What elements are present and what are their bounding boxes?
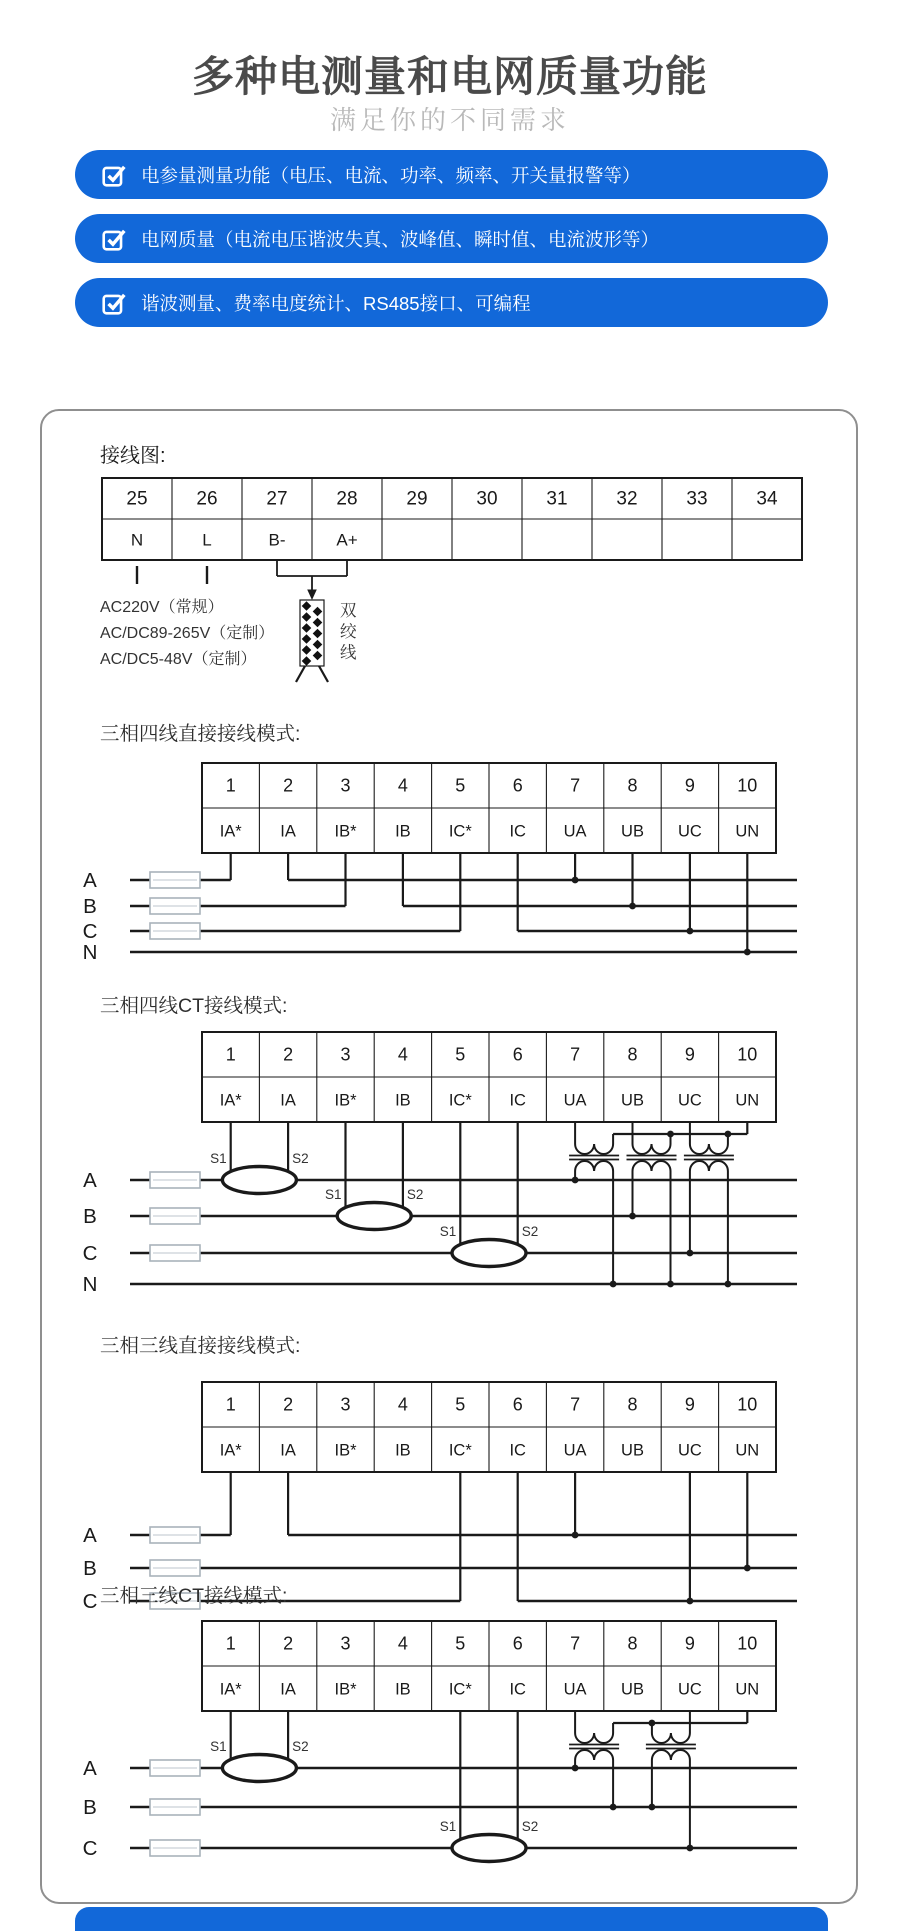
terminal-number: 3 (340, 1044, 351, 1065)
terminal-number: 28 (336, 488, 358, 510)
terminal-label: UA (563, 1441, 587, 1460)
ct-coil (452, 1835, 526, 1862)
terminal-number: 3 (340, 1394, 351, 1415)
terminal-number: 33 (686, 488, 708, 510)
terminal-label: N (130, 530, 144, 550)
terminal-label: UB (621, 1441, 644, 1460)
wire-name-label: B (83, 895, 97, 918)
terminal-number: 7 (570, 775, 581, 796)
ct-coil (337, 1203, 411, 1230)
terminal-label: IC* (448, 1441, 472, 1460)
terminal-number: 6 (512, 1044, 523, 1065)
ct-s2-label: S2 (406, 1187, 424, 1202)
terminal-number: 6 (512, 1394, 523, 1415)
ct-coil (222, 1755, 296, 1782)
terminal-label: IC* (448, 822, 472, 841)
next-section-banner (75, 1907, 828, 1931)
wire-name-label: A (83, 1757, 97, 1780)
terminal-label: UB (621, 1091, 644, 1110)
terminal-label: IA (280, 1441, 296, 1460)
feature-label: 谐波测量、费率电度统计、RS485接口、可编程 (141, 292, 531, 314)
terminal-label: UC (677, 822, 702, 841)
terminal-label: UB (621, 1680, 644, 1699)
terminal-number: 4 (397, 1394, 408, 1415)
ct-s1-label: S1 (439, 1819, 457, 1834)
ct-s2-label: S2 (292, 1739, 309, 1754)
terminal-number: 30 (476, 488, 498, 510)
terminal-number: 29 (406, 488, 428, 510)
wire-name-label: B (83, 1796, 97, 1819)
wire-name-label: A (83, 1169, 97, 1192)
diagram-title: 三相四线CT接线模式: (100, 995, 288, 1017)
twisted-pair-label: 线 (340, 644, 357, 662)
junction-dot (610, 1281, 617, 1288)
terminal-label: IA* (219, 1680, 242, 1699)
terminal-number: 10 (737, 1044, 758, 1065)
junction-dot (649, 1804, 656, 1811)
terminal-label: IB* (334, 1091, 357, 1110)
terminal-label: IB (395, 822, 411, 841)
diagram-title: 三相三线CT接线模式: (100, 1585, 288, 1607)
terminal-label: B- (268, 530, 286, 550)
terminal-number: 6 (512, 775, 523, 796)
terminal-number: 8 (627, 1633, 638, 1654)
junction-dot (725, 1281, 732, 1288)
wire-name-label: N (82, 1273, 98, 1296)
power-option-label: AC/DC89-265V（定制） (100, 625, 275, 642)
terminal-number: 9 (684, 1394, 695, 1415)
terminal-label: IC (509, 822, 526, 841)
wire-name-label: B (83, 1557, 97, 1580)
terminal-number: 25 (126, 488, 148, 510)
terminal-label: L (202, 530, 212, 550)
ct-s2-label: S2 (292, 1151, 309, 1166)
ct-s2-label: S2 (521, 1819, 539, 1834)
terminal-number: 3 (340, 1633, 351, 1654)
junction-dot (572, 877, 579, 884)
terminal-number: 1 (225, 1633, 236, 1654)
wire-name-label: A (83, 869, 97, 892)
junction-dot (687, 1845, 694, 1852)
terminal-label: IB* (334, 822, 357, 841)
terminal-label: IB (395, 1441, 411, 1460)
terminal-label: UN (735, 1091, 760, 1110)
ct-s1-label: S1 (210, 1151, 227, 1166)
terminal-label: UC (677, 1680, 702, 1699)
ct-coil (222, 1167, 296, 1194)
terminal-number: 2 (283, 1633, 294, 1654)
terminal-number: 7 (570, 1044, 581, 1065)
terminal-number: 10 (737, 775, 758, 796)
terminal-label: UN (735, 822, 760, 841)
wire-name-label: C (82, 1837, 98, 1860)
terminal-label: UA (563, 1091, 587, 1110)
wire-name-label: C (82, 920, 98, 943)
terminal-label: IC* (448, 1091, 472, 1110)
terminal-number: 8 (627, 775, 638, 796)
terminal-number: 8 (627, 1394, 638, 1415)
terminal-number: 1 (225, 775, 236, 796)
terminal-number: 5 (455, 1633, 466, 1654)
terminal-number: 2 (283, 775, 294, 796)
page-title: 多种电测量和电网质量功能 (191, 53, 708, 100)
terminal-number: 4 (397, 1044, 408, 1065)
terminal-number: 1 (225, 1044, 236, 1065)
terminal-label: UN (735, 1441, 760, 1460)
terminal-label: IC (509, 1441, 526, 1460)
terminal-label: IC (509, 1680, 526, 1699)
terminal-label: A+ (336, 530, 358, 550)
wiring-section-label: 接线图: (100, 445, 166, 467)
diagram-title: 三相四线直接接线模式: (100, 723, 301, 745)
junction-dot (572, 1532, 579, 1539)
terminal-number: 9 (684, 775, 695, 796)
terminal-number: 4 (397, 775, 408, 796)
junction-dot (744, 1565, 751, 1572)
terminal-number: 2 (283, 1044, 294, 1065)
diagram-title: 三相三线直接接线模式: (100, 1335, 301, 1357)
terminal-label: UC (677, 1441, 702, 1460)
terminal-number: 3 (340, 775, 351, 796)
terminal-number: 26 (196, 488, 218, 510)
terminal-number: 2 (283, 1394, 294, 1415)
terminal-number: 10 (737, 1633, 758, 1654)
terminal-number: 5 (455, 775, 466, 796)
ct-s1-label: S1 (439, 1224, 457, 1239)
junction-dot (572, 1177, 579, 1184)
terminal-label: IB (395, 1091, 411, 1110)
junction-dot (667, 1281, 674, 1288)
ct-s1-label: S1 (210, 1739, 227, 1754)
terminal-number: 34 (756, 488, 778, 510)
terminal-number: 9 (684, 1044, 695, 1065)
terminal-label: UC (677, 1091, 702, 1110)
terminal-number: 7 (570, 1394, 581, 1415)
terminal-number: 9 (684, 1633, 695, 1654)
terminal-number: 7 (570, 1633, 581, 1654)
terminal-label: UA (563, 1680, 587, 1699)
terminal-number: 1 (225, 1394, 236, 1415)
page-subtitle: 满足你的不同需求 (329, 105, 570, 135)
terminal-number: 32 (616, 488, 638, 510)
terminal-label: IB* (334, 1680, 357, 1699)
wire-name-label: N (82, 941, 98, 964)
terminal-label: IA* (219, 1441, 242, 1460)
ct-coil (452, 1240, 526, 1267)
twisted-pair-label: 双 (340, 602, 357, 620)
wire-name-label: C (82, 1590, 98, 1613)
terminal-number: 10 (737, 1394, 758, 1415)
ct-s1-label: S1 (324, 1187, 342, 1202)
terminal-label: IA* (219, 1091, 242, 1110)
terminal-number: 4 (397, 1633, 408, 1654)
terminal-label: IA (280, 1680, 296, 1699)
wire-name-label: A (83, 1524, 97, 1547)
feature-label: 电参量测量功能（电压、电流、功率、频率、开关量报警等） (141, 164, 641, 186)
terminal-label: IA (280, 1091, 296, 1110)
power-option-label: AC/DC5-48V（定制） (100, 651, 257, 668)
terminal-label: UB (621, 822, 644, 841)
junction-dot (744, 949, 751, 956)
feature-label: 电网质量（电流电压谐波失真、波峰值、瞬时值、电流波形等） (141, 228, 660, 250)
terminal-label: IC (509, 1091, 526, 1110)
junction-dot (629, 903, 636, 910)
twisted-pair-label: 绞 (340, 623, 357, 641)
power-option-label: AC220V（常规） (100, 599, 224, 616)
junction-dot (687, 1598, 694, 1605)
terminal-label: IB (395, 1680, 411, 1699)
junction-dot (687, 1250, 694, 1257)
junction-dot (572, 1765, 579, 1772)
terminal-label: IC* (448, 1680, 472, 1699)
junction-dot (687, 928, 694, 935)
junction-dot (629, 1213, 636, 1220)
terminal-number: 6 (512, 1633, 523, 1654)
terminal-label: UN (735, 1680, 760, 1699)
junction-dot (610, 1804, 617, 1811)
terminal-number: 31 (546, 488, 568, 510)
ct-s2-label: S2 (521, 1224, 539, 1239)
terminal-label: IB* (334, 1441, 357, 1460)
terminal-label: IA* (219, 822, 242, 841)
terminal-number: 5 (455, 1394, 466, 1415)
wire-name-label: C (82, 1242, 98, 1265)
terminal-label: UA (563, 822, 587, 841)
terminal-number: 27 (266, 488, 288, 510)
wire-name-label: B (83, 1205, 97, 1228)
terminal-number: 8 (627, 1044, 638, 1065)
terminal-number: 5 (455, 1044, 466, 1065)
terminal-label: IA (280, 822, 296, 841)
